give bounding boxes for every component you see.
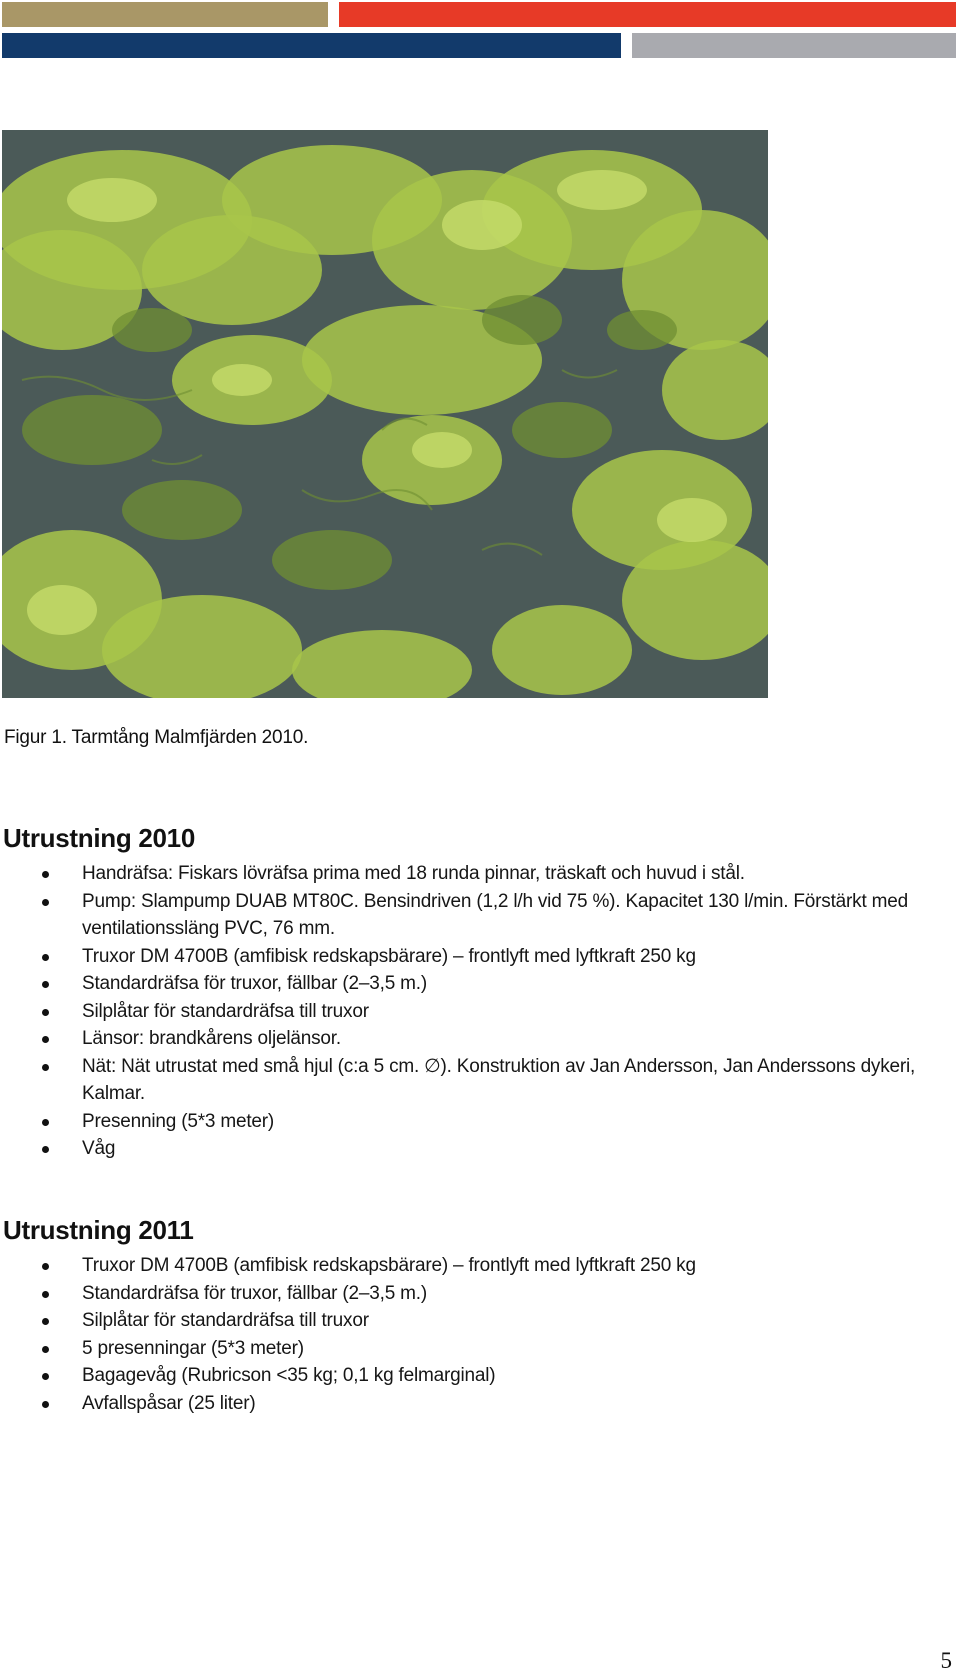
list-item: Silplåtar för standardräfsa till truxor (0, 1307, 950, 1335)
list-item: Truxor DM 4700B (amfibisk redskapsbärare) – frontlyft med lyftkraft 250 kg (0, 1252, 950, 1280)
header-band-navy (2, 33, 621, 58)
list-item: Handräfsa: Fiskars lövräfsa prima med 18 runda pinnar, träskaft och huvud i stål. (0, 860, 950, 888)
header-band-red (339, 2, 956, 27)
list-item: Truxor DM 4700B (amfibisk redskapsbärare) – frontlyft med lyftkraft 250 kg (0, 943, 950, 971)
list-item: Avfallspåsar (25 liter) (0, 1390, 950, 1418)
equipment-list-2010 (0, 860, 950, 1163)
list-item: Nät: Nät utrustat med små hjul (c:a 5 cm. ∅). Konstruktion av Jan Andersson, Jan Anderssons dykeri, Kalmar. (0, 1053, 950, 1108)
list-item: Silplåtar för standardräfsa till truxor (0, 998, 950, 1026)
list-item: Våg (0, 1135, 950, 1163)
list-item: Bagagevåg (Rubricson <35 kg; 0,1 kg felmarginal) (0, 1362, 950, 1390)
header-band-tan (2, 2, 328, 27)
equipment-list-2011 (0, 1252, 950, 1417)
algae-photo (2, 130, 768, 698)
page-number: 5 (940, 1648, 952, 1673)
list-item: Standardräfsa för truxor, fällbar (2–3,5 m.) (0, 1280, 950, 1308)
header-band-grey (632, 33, 956, 58)
list-item: Länsor: brandkårens oljelänsor. (0, 1025, 950, 1053)
list-item: Pump: Slampump DUAB MT80C. Bensindriven (1,2 l/h vid 75 %). Kapacitet 130 l/min. Förstärkt med ventilationssläng PVC, 76 mm. (0, 888, 950, 943)
list-item: Standardräfsa för truxor, fällbar (2–3,5 m.) (0, 970, 950, 998)
heading-utrustning-2011: Utrustning 2011 (3, 1215, 194, 1245)
figure-caption: Figur 1. Tarmtång Malmfjärden 2010. (4, 727, 309, 748)
algae-photo-illustration (2, 130, 768, 698)
list-item: 5 presenningar (5*3 meter) (0, 1335, 950, 1363)
heading-utrustning-2010: Utrustning 2010 (3, 823, 195, 853)
list-item: Presenning (5*3 meter) (0, 1108, 950, 1136)
